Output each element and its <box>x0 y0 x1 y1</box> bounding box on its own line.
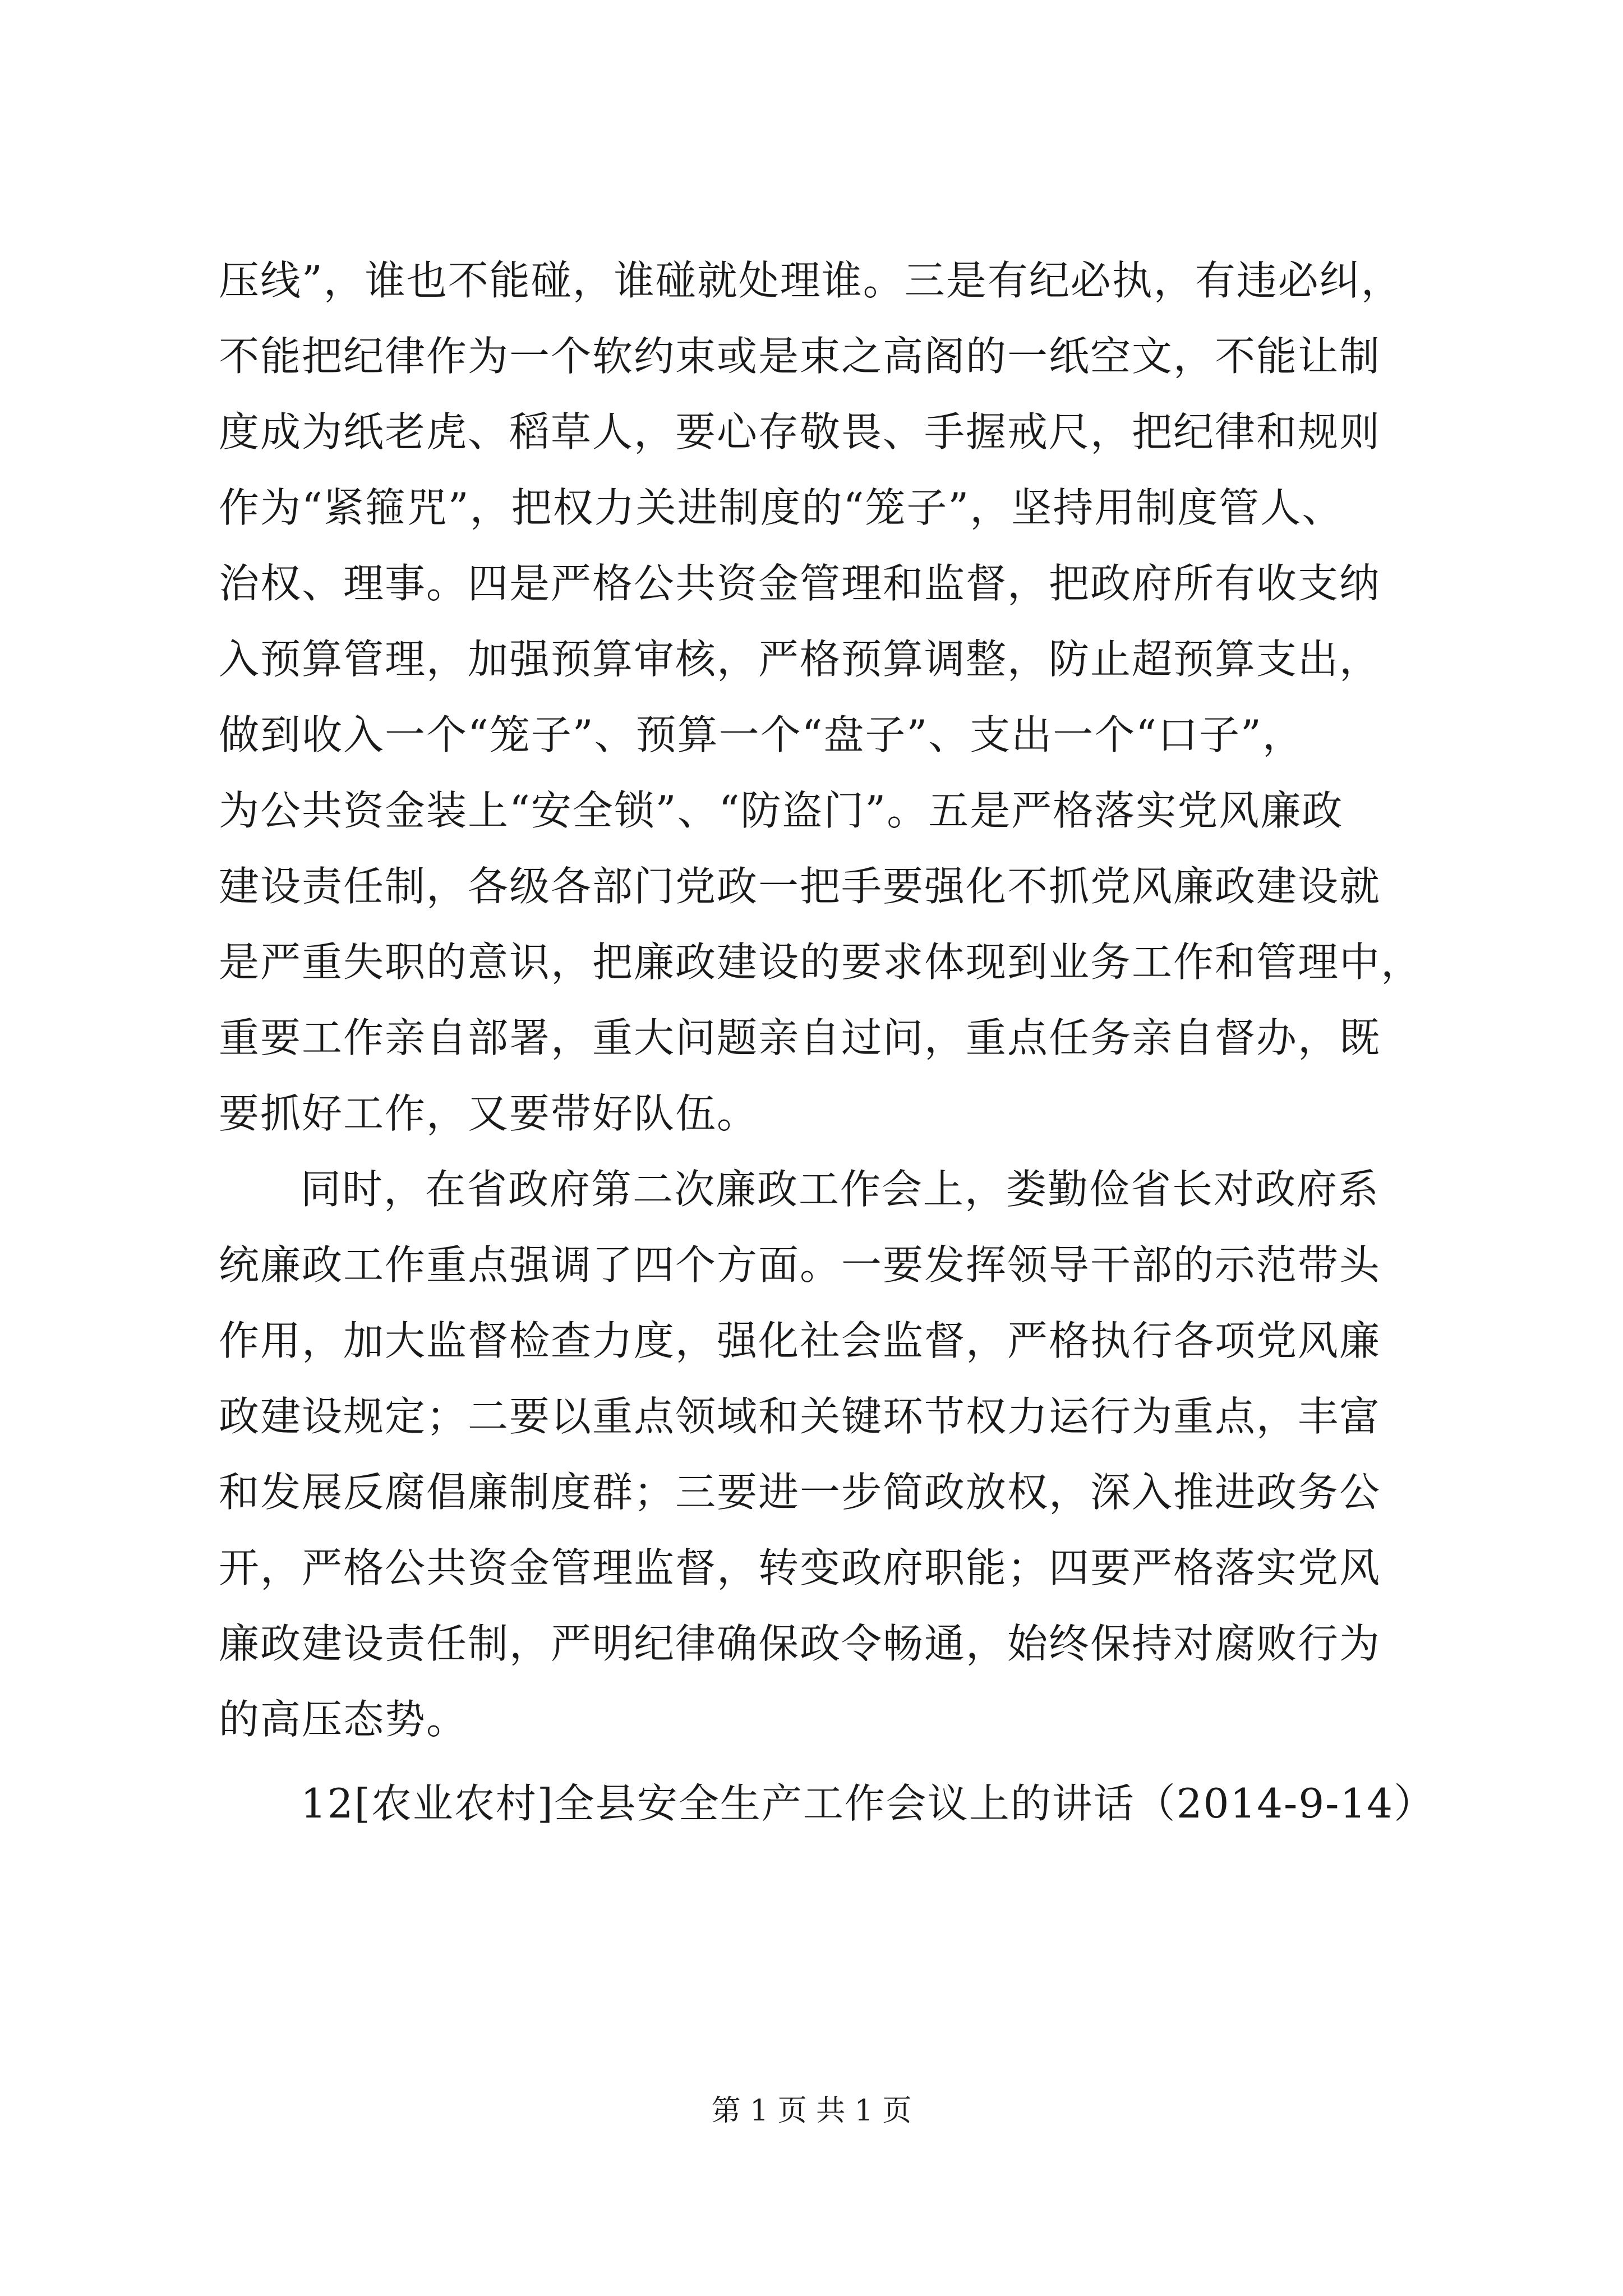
body-line: 是严重失职的意识，把廉政建设的要求体现到业务工作和管理中， <box>219 938 1423 986</box>
body-line: 作为“紧箍咒”，把权力关进制度的“笼子”，坚持用制度管人、 <box>219 484 1344 531</box>
body-line: 开，严格公共资金管理监督，转变政府职能；四要严格落实党风 <box>219 1544 1381 1591</box>
body-line: 的高压态势。 <box>219 1696 468 1743</box>
body-line: 入预算管理，加强预算审核，严格预算调整，防止超预算支出， <box>219 636 1381 683</box>
body-line: 重要工作亲自部署，重大问题亲自过问，重点任务亲自督办，既 <box>219 1014 1381 1061</box>
body-line: 度成为纸老虎、稻草人，要心存敬畏、手握戒尺，把纪律和规则 <box>219 408 1381 455</box>
body-line: 作用，加大监督检查力度，强化社会监督，严格执行各项党风廉 <box>219 1317 1381 1364</box>
body-line: 建设责任制，各级各部门党政一把手要强化不抓党风廉政建设就 <box>219 863 1381 910</box>
body-line: 同时，在省政府第二次廉政工作会上，娄勤俭省长对政府系 <box>301 1166 1380 1213</box>
body-line: 做到收入一个“笼子”、预算一个“盘子”、支出一个“口子”， <box>219 711 1304 758</box>
section-heading: 12[农业农村]全县安全生产工作会议上的讲话（2014-9-14） <box>301 1780 1436 1827</box>
body-line: 不能把纪律作为一个软约束或是束之高阁的一纸空文，不能让制 <box>219 333 1381 380</box>
body-line: 政建设规定；二要以重点领域和关键环节权力运行为重点，丰富 <box>219 1393 1381 1440</box>
body-line: 廉政建设责任制，严明纪律确保政令畅通，始终保持对腐败行为 <box>219 1620 1381 1667</box>
body-line: 为公共资金装上“安全锁”、“防盗门”。五是严格落实党风廉政 <box>219 787 1344 834</box>
body-line: 压线”，谁也不能碰，谁碰就处理谁。三是有纪必执，有违必纠， <box>219 257 1403 304</box>
page-number-footer: 第 1 页 共 1 页 <box>711 2094 912 2128</box>
body-line: 和发展反腐倡廉制度群；三要进一步简政放权，深入推进政务公 <box>219 1469 1381 1516</box>
body-line: 治权、理事。四是严格公共资金管理和监督，把政府所有收支纳 <box>219 560 1381 607</box>
body-line: 统廉政工作重点强调了四个方面。一要发挥领导干部的示范带头 <box>219 1241 1381 1289</box>
body-line: 要抓好工作，又要带好队伍。 <box>219 1090 759 1137</box>
